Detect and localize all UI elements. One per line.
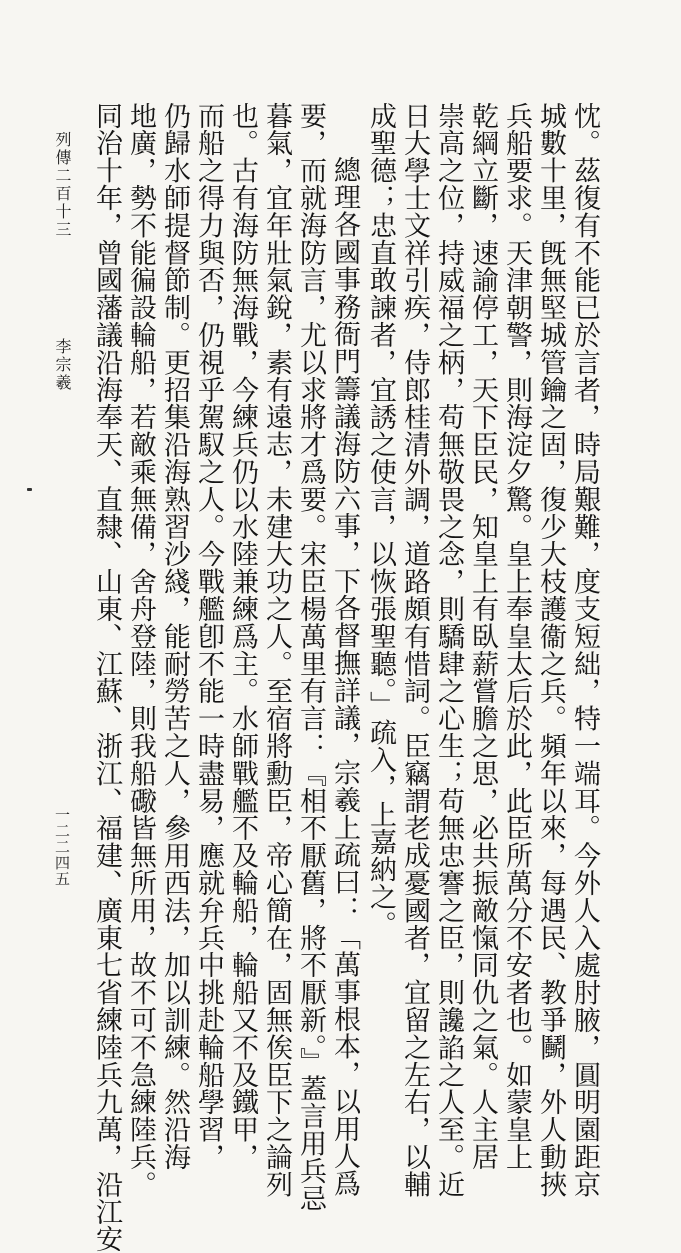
text-column: 地廣，勢不能徧設輪船，若敵乘無備，舍舟登陸，則我船礮皆無所用，故不可不急練陸兵。 [125,102,156,1198]
text-column: 忱。茲復有不能已於言者，時局艱難，度支短絀，特一端耳。今外人入處肘腋，圓明園距京 [569,102,600,1198]
scan-speck [27,488,32,491]
text-column: 兵船要求。天津朝警，則海淀夕驚。皇上奉皇太后於此，此臣所萬分不安者也。如蒙皇上 [501,102,532,1171]
text-column: 崇高之位，持威福之柄，苟無敬畏之念，則驕肆之心生；苟無忠謇之臣，則讒諂之人至。近 [433,102,464,1198]
page-number: 一二二四五 [53,807,71,887]
running-head-subject: 李宗羲 [53,338,72,392]
text-column: 暮氣，宜年壯氣銳，素有遠志，未建大功之人。至宿將勳臣，帝心簡在，固無俟臣下之論列 [261,102,292,1198]
text-column: 乾綱立斷，速諭停工，天下臣民，知皇上有臥薪嘗膽之思，必共振敵愾同仇之氣。人主居 [467,102,498,1171]
text-column: 日大學士文祥引疾，侍郎桂清外調，道路頗有惜詞。臣竊謂老成憂國者，宜留之左右，以輔 [399,102,430,1198]
text-column: 總理各國事務衙門籌議海防六事，下各督撫詳議，宗羲上疏曰：「萬事根本，以用人爲 [329,156,360,1198]
text-column: 而船之得力與否，仍視乎駕馭之人。今戰艦卽不能一時盡易，應就弁兵中挑赴輪船學習， [193,102,224,1171]
running-head-chapter: 列傳二百十三 [53,131,72,239]
text-column: 仍歸水師提督節制。更招集沿海熟習沙綫，能耐勞苦之人，參用西法，加以訓練。然沿海 [159,102,190,1171]
text-column: 城數十里，旣無堅城管鑰之固，復少大枝護衞之兵。頻年以來，每遇民、教爭鬭，外人動挾 [535,102,566,1198]
text-column: 成聖德；忠直敢諫者，宜誘之使言，以恢張聖聽。」疏入，上嘉納之。 [365,102,396,938]
text-column: 同治十年，曾國藩議沿海奉天、直隸、山東、江蘇、浙江、福建、廣東七省練陸兵九萬，沿江安 [91,102,122,1253]
text-column: 也。古有海防無海戰，今練兵仍以水陸兼練爲主。水師戰艦不及輪船，輪船又不及鐵甲， [227,102,258,1171]
text-column: 要，而就海防言，尤以求將才爲要。宋臣楊萬里有言：『相不厭舊，將不厭新。』蓋言用兵忌 [295,102,326,1212]
